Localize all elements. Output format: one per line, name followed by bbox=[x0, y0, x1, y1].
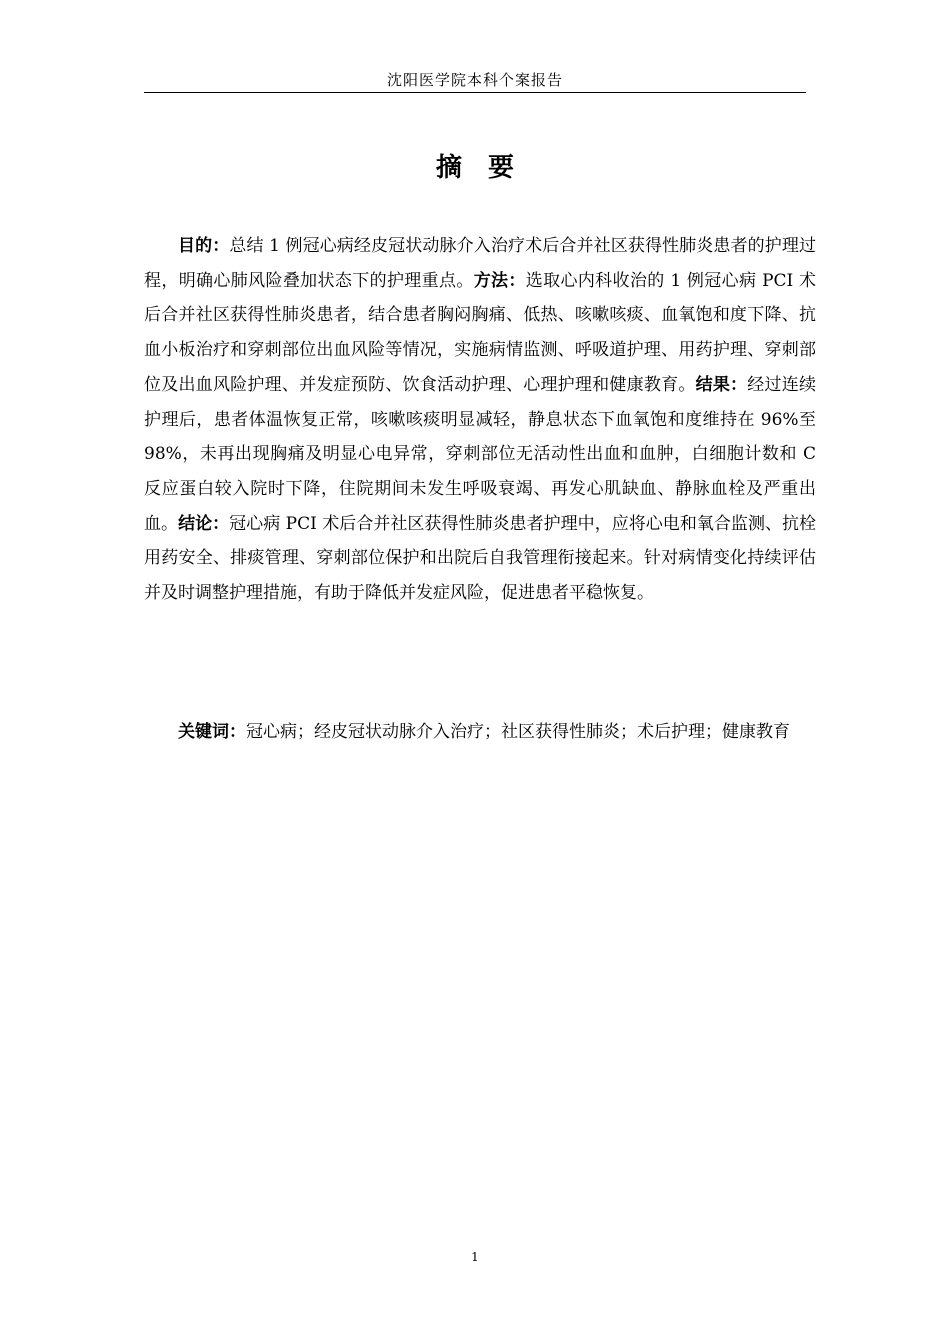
keywords-text: 冠心病；经皮冠状动脉介入治疗；社区获得性肺炎；术后护理；健康教育 bbox=[246, 722, 790, 742]
conclusion-label: 结论： bbox=[178, 513, 230, 534]
page-header bbox=[144, 70, 806, 93]
method-text: 选取心内科收治的 1 例冠心病 PCI 术后合并社区获得性肺炎患者，结合患者胸闷胸痛、低热、咳嗽咳痰、血氧饱和度下降、抗血小板治疗和穿刺部位出血风险等情况，实施病情监测、呼吸道护理、用药护理、穿刺部位及出血风险护理、并发症预防、饮食活动护理、心理护理和健康教育。 bbox=[144, 270, 817, 395]
keywords-paragraph bbox=[144, 715, 816, 750]
result-text: 经过连续护理后，患者体温恢复正常，咳嗽咳痰明显减轻，静息状态下血氧饱和度维持在 96%至 98%，未再出现胸痛及明显心电异常，穿刺部位无活动性出血和血肿，白细胞计数和 C 反应蛋白较入院时下降，住院期间未发生呼吸衰竭、再发心肌缺血、静脉血栓及严重出血。 bbox=[144, 374, 817, 534]
method-label: 方法： bbox=[473, 270, 526, 291]
conclusion-text: 冠心病 PCI 术后合并社区获得性肺炎患者护理中，应将心电和氧合监测、抗栓用药安全、排痰管理、穿刺部位保护和出院后自我管理衔接起来。针对病情变化持续评估并及时调整护理措施，有助于降低并发症风险，促进患者平稳恢复。 bbox=[144, 513, 817, 604]
header-title: 沈阳医学院本科个案报告 bbox=[386, 71, 563, 89]
page-number: 1 bbox=[471, 1250, 479, 1264]
page-title: 摘 要 bbox=[435, 153, 514, 183]
abstract-paragraph bbox=[144, 229, 816, 611]
objective-label: 目的： bbox=[178, 236, 230, 256]
objective-text: 总结 1 例冠心病经皮冠状动脉介入治疗术后合并社区获得性肺炎患者的护理过程，明确心肺风险叠加状态下的护理重点。 bbox=[144, 236, 817, 291]
keywords-label: 关键词： bbox=[178, 722, 246, 742]
result-label: 结果： bbox=[695, 374, 748, 395]
